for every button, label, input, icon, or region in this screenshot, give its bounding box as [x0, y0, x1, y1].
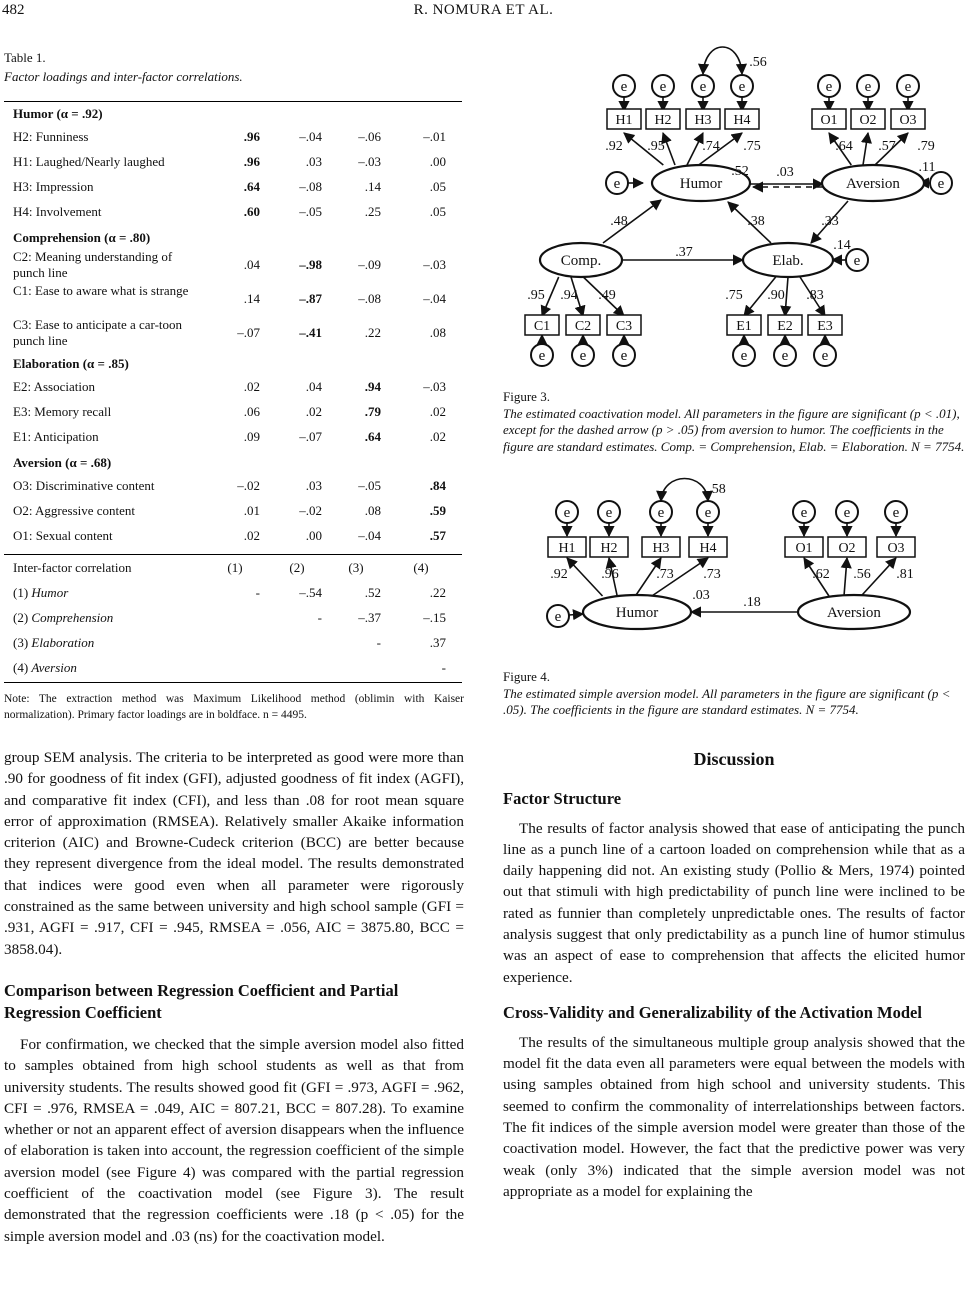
observed-variable-label: H3: [652, 541, 670, 556]
loading-value: .62: [812, 567, 830, 582]
loading-value: .00: [305, 528, 322, 543]
table-row: [4, 174, 462, 199]
loading-value: –.03: [423, 257, 446, 272]
error-term-label: e: [825, 79, 833, 95]
inter-col-header: (3): [348, 560, 364, 575]
loading-value: –.05: [358, 478, 381, 493]
covariance-value: .56: [749, 55, 767, 70]
inter-row: [4, 580, 462, 605]
inter-col-header: (2): [289, 560, 305, 575]
observed-variable-label: H4: [733, 113, 751, 128]
loading-value: .04: [305, 379, 322, 394]
inter-title: Inter-factor correlation: [13, 560, 132, 575]
inter-header-row: [4, 555, 462, 580]
inter-row-num: (4): [13, 660, 29, 675]
loading-value: .02: [243, 379, 260, 394]
observed-variable-label: O3: [887, 541, 905, 556]
loading-value: .95: [647, 139, 665, 154]
error-term-label: e: [554, 609, 562, 625]
inter-row-label: [13, 635, 94, 651]
loading-value: –.04: [358, 528, 381, 543]
error-term-label: e: [659, 79, 667, 95]
loading-value: .94: [560, 288, 578, 303]
loading-value: –.04: [423, 291, 446, 306]
covariance-curve: [661, 479, 708, 502]
loading-value: .84: [429, 478, 446, 493]
loading-value: .75: [743, 139, 761, 154]
loading-value: –.01: [423, 129, 446, 144]
inter-row-name: Comprehension: [31, 610, 114, 625]
row-label: E1: Anticipation: [13, 429, 99, 444]
correlation-value: -: [376, 635, 381, 650]
error-term-label: e: [740, 348, 748, 364]
running-title: R. NOMURA ET AL.: [413, 2, 554, 18]
observed-variable-label: H1: [615, 113, 633, 128]
discussion-heading: Discussion: [693, 748, 775, 769]
error-term-label: e: [538, 348, 546, 364]
row-label: O1: Sexual content: [13, 528, 113, 543]
figure-4-caption-label: Figure 4.: [503, 669, 550, 684]
table-row: [4, 399, 462, 424]
path-value: .37: [675, 245, 693, 260]
loading-value: –.98: [299, 257, 322, 272]
observed-variable-label: O3: [899, 113, 917, 128]
figure-3-caption-label: Figure 3.: [503, 389, 550, 404]
loading-value: .74: [702, 139, 720, 154]
loading-value: .59: [429, 503, 446, 518]
observed-variable-label: O2: [838, 541, 856, 556]
loading-value: .22: [364, 325, 381, 340]
loading-value: .64: [835, 139, 853, 154]
loading-value: .96: [243, 129, 260, 144]
table-row: [4, 316, 462, 350]
inter-row-label: [13, 660, 77, 676]
loading-value: .75: [725, 288, 743, 303]
loading-value: .83: [806, 288, 824, 303]
inter-row: [4, 605, 462, 630]
row-label: H3: Impression: [13, 179, 94, 194]
loading-value: –.06: [358, 129, 381, 144]
row-label: E3: Memory recall: [13, 404, 112, 419]
error-term-label: e: [620, 348, 628, 364]
loading-value: .73: [656, 567, 674, 582]
loading-value: .57: [429, 528, 446, 543]
loading-value: .56: [853, 567, 871, 582]
loading-value: .64: [364, 429, 381, 444]
inter-row-name: Humor: [31, 585, 69, 600]
inter-col-header: (4): [413, 560, 429, 575]
table-section-title: [4, 449, 462, 473]
row-label: C2: Meaning understanding of punch line: [13, 249, 173, 280]
error-term-label: e: [892, 505, 900, 521]
observed-variable-label: H2: [654, 113, 672, 128]
loading-value: .06: [243, 404, 260, 419]
observed-variable-label: C2: [574, 319, 592, 334]
body-paragraph-1: group SEM analysis. The criteria to be interpreted as good were more than .90 for goodness of fit index (GFI), adjusted goodness of fit index (AGFI), and comparative fit index (CFI), and less than .08 for root mean square error of approximation (RMSEA). Relatively smaller Akaike information criterion (AIC) and Browne-Cudeck criterion (BCC) are better because they represent divergence from the ideal model. The results demonstrated that indices were good even when all parameter were rigorously constrained as the same between university and high school sample (GFI = .931, AGFI = .917, CFI = .945, RMSEA = .056, AIC = 3875.80, BCC = 3858.04).: [4, 749, 464, 958]
loading-value: .14: [243, 291, 260, 306]
row-label: H2: Funniness: [13, 129, 89, 144]
right-column: [503, 44, 965, 1202]
row-label: C3: Ease to anticipate a car-toon punch line: [13, 317, 183, 348]
covariance-value: .58: [708, 482, 726, 497]
section-title-text: Aversion (α = .68): [13, 455, 112, 470]
latent-factor-label: Humor: [679, 176, 723, 192]
loading-value: .92: [550, 567, 568, 582]
section-title-text: Elaboration (α = .85): [13, 356, 129, 371]
loading-value: –.09: [358, 257, 381, 272]
correlation-value: -: [317, 610, 322, 625]
inter-row-name: Elaboration: [31, 635, 95, 650]
error-term-label: e: [704, 505, 712, 521]
error-term-label: e: [613, 176, 621, 192]
table-row: [4, 498, 462, 523]
inter-row-name: Aversion: [31, 660, 77, 675]
loading-value: .79: [364, 404, 381, 419]
correlation-value: –.54: [299, 585, 322, 600]
loading-value: .05: [429, 204, 446, 219]
table-row: [4, 424, 462, 449]
inter-row-num: (3): [13, 635, 29, 650]
figure-3-caption: [503, 389, 965, 455]
loading-value: –.03: [358, 154, 381, 169]
inter-row: [4, 655, 462, 682]
error-term-label: e: [853, 253, 861, 269]
error-term-label: e: [605, 505, 613, 521]
inter-col-header: (1): [227, 560, 243, 575]
error-term-label: e: [620, 79, 628, 95]
section-title-text: Comprehension (α = .80): [13, 230, 151, 245]
row-label: O2: Aggressive content: [13, 503, 136, 518]
latent-factor-label: Humor: [615, 605, 659, 621]
path-value: .03: [776, 165, 794, 180]
error-term-label: e: [781, 348, 789, 364]
subheading-factor-structure: Factor Structure: [503, 788, 622, 808]
left-column: [4, 50, 464, 1247]
loading-value: .02: [305, 404, 322, 419]
loading-value: –.08: [358, 291, 381, 306]
observed-variable-label: C3: [615, 319, 633, 334]
table-caption-title: Factor loadings and inter-factor correlations.: [4, 69, 243, 84]
loading-value: –.05: [299, 204, 322, 219]
table-row: [4, 282, 462, 316]
table-row: [4, 473, 462, 498]
path-value: .14: [833, 238, 851, 253]
error-term-label: e: [864, 79, 872, 95]
table-caption-label: Table 1.: [4, 50, 46, 65]
table-section-title: [4, 350, 462, 374]
observed-variable-label: E3: [817, 319, 833, 334]
path-value: .48: [610, 214, 628, 229]
loading-value: .95: [527, 288, 545, 303]
loading-value: –.08: [299, 179, 322, 194]
observed-variable-label: O1: [820, 113, 838, 128]
table-section-title: [4, 102, 462, 124]
error-term-label: e: [563, 505, 571, 521]
correlation-value: .52: [364, 585, 381, 600]
table-row: [4, 124, 462, 149]
observed-variable-label: E2: [777, 319, 793, 334]
observed-variable-label: C1: [533, 319, 551, 334]
discussion-paragraph-2: The results of the simultaneous multiple group analysis showed that the model fit the data even all parameters were equal between the models with using samples obtained from high school and university students. This seemed to confirm the commonality of interrelationships between factors. The fit indices of the simple aversion model were greater than those of the coactivation model. However, the fact that the predictive power was very weak (only 3%) indicated that the simple aversion model was not appropriate as a model for explaining the: [503, 1033, 965, 1200]
loading-value: –.04: [299, 129, 322, 144]
correlation-value: -: [255, 585, 260, 600]
loading-value: .96: [601, 567, 619, 582]
loading-value: .02: [429, 404, 446, 419]
latent-factor-label: Comp.: [560, 253, 602, 269]
loading-value: .08: [364, 503, 381, 518]
loading-value: .14: [364, 179, 381, 194]
loading-arrow: [844, 558, 847, 596]
factor-loadings-table: [4, 101, 462, 683]
loading-value: .02: [429, 429, 446, 444]
loading-value: .04: [243, 257, 260, 272]
observed-variable-label: H2: [600, 541, 618, 556]
figure-3-caption-text: The estimated coactivation model. All parameters in the figure are significant (p < .01), except for the dashed arrow (p > .05) from aversion to humor. The coefficients in the figure are standard estimates. Comp. = Comprehension, Elab. = Elaboration. N = 7754.: [503, 405, 965, 454]
loading-value: .92: [605, 139, 623, 154]
body-paragraph-2: For confirmation, we checked that the simple aversion model also fitted to samples obtained from high school students as well as that from university students. The results showed good fit (GFI = .973, AGFI = .962, CFI = .976, RMSEA = .049, AIC = 807.21, BCC = 807.28). To examine whether or not an apparent effect of aversion disappears when the influence of elaboration is taken into account, the regression coefficient of the simple aversion model (see Figure 4) was compared with the partial regression coefficient of the coactivation model (see Figure 3). The result demonstrated that the regression coefficients were .18 (p < .05) for the simple aversion model and .03 (ns) for the coactivation model.: [4, 1035, 464, 1245]
observed-variable-label: H4: [699, 541, 717, 556]
loading-value: .96: [243, 154, 260, 169]
loading-value: .90: [767, 288, 785, 303]
loading-value: –.07: [299, 429, 322, 444]
error-term-label: e: [937, 176, 945, 192]
path-value: .18: [743, 595, 761, 610]
inter-row-label: [13, 610, 113, 626]
figure-4-caption-text: The estimated simple aversion model. All parameters in the figure are significant (p < .05). The coefficients in the figure are standard estimates. N = 7754.: [503, 685, 951, 717]
loading-value: .00: [429, 154, 446, 169]
loading-value: .60: [243, 204, 260, 219]
error-term-label: e: [843, 505, 851, 521]
loading-value: .09: [243, 429, 260, 444]
loading-value: –.02: [299, 503, 322, 518]
loading-value: .08: [429, 325, 446, 340]
correlation-value: –.37: [358, 610, 381, 625]
table-note: Note: The extraction method was Maximum Likelihood method (oblimin with Kaiser normalization). Primary factor loadings are in boldface. n = 4495.: [4, 693, 464, 721]
section-title-text: Humor (α = .92): [13, 106, 103, 121]
page-header: [0, 2, 967, 24]
loading-value: –.03: [423, 379, 446, 394]
section-heading-comparison: Comparison between Regression Coefficient and Partial Regression Coefficient: [4, 980, 399, 1022]
error-term-label: e: [821, 348, 829, 364]
path-value: .38: [747, 214, 765, 229]
loading-arrow: [863, 133, 868, 165]
loading-value: .05: [429, 179, 446, 194]
loading-value: –.02: [237, 478, 260, 493]
error-term-label: e: [579, 348, 587, 364]
loading-value: .03: [305, 478, 322, 493]
loading-value: .25: [364, 204, 381, 219]
observed-variable-label: E1: [736, 319, 752, 334]
correlation-value: –.15: [423, 610, 446, 625]
row-label: E2: Association: [13, 379, 95, 394]
figure-3-diagram: [503, 44, 965, 374]
loading-value: –.87: [299, 291, 322, 306]
table-row: [4, 374, 462, 399]
error-term-label: e: [738, 79, 746, 95]
inter-row-num: (1): [13, 585, 29, 600]
loading-value: .49: [598, 288, 616, 303]
error-term-label: e: [800, 505, 808, 521]
loading-arrow: [687, 133, 703, 165]
figure-4-diagram: [503, 475, 965, 650]
row-label: C1: Ease to aware what is strange: [13, 283, 189, 298]
inter-row-label: [13, 585, 68, 601]
error-value: .11: [918, 160, 936, 175]
row-label: O3: Discriminative content: [13, 478, 155, 493]
observed-variable-label: O1: [795, 541, 813, 556]
loading-arrow: [567, 558, 603, 596]
error-term-label: e: [657, 505, 665, 521]
observed-variable-label: O2: [859, 113, 877, 128]
row-label: H4: Involvement: [13, 204, 102, 219]
subheading-cross-validity: Cross-Validity and Generalizability of the Activation Model: [503, 1002, 922, 1022]
humor-error-arrow: [569, 614, 583, 615]
inter-row: [4, 630, 462, 655]
figure-4-caption: [503, 669, 965, 719]
path-value: .33: [821, 214, 839, 229]
latent-factor-label: Aversion: [827, 605, 881, 621]
correlation-value: -: [441, 660, 446, 675]
loading-value: .79: [917, 139, 935, 154]
row-label: H1: Laughed/Nearly laughed: [13, 154, 165, 169]
observed-variable-label: H1: [558, 541, 576, 556]
correlation-value: .22: [429, 585, 446, 600]
table-row: [4, 248, 462, 282]
loading-value: .57: [878, 139, 896, 154]
loading-arrow: [785, 277, 788, 316]
loading-value: .03: [305, 154, 322, 169]
error-term-label: e: [699, 79, 707, 95]
table-row: [4, 149, 462, 174]
loading-arrow: [663, 133, 675, 165]
path-value: .52: [731, 164, 749, 179]
loading-value: –.41: [299, 325, 322, 340]
correlation-value: .37: [429, 635, 446, 650]
loading-value: –.07: [237, 325, 260, 340]
table-row: [4, 199, 462, 224]
error-term-label: e: [904, 79, 912, 95]
loading-value: .94: [364, 379, 381, 394]
loading-value: .02: [243, 528, 260, 543]
loading-value: .01: [243, 503, 260, 518]
loading-value: .81: [896, 567, 914, 582]
table-section-title: [4, 224, 462, 248]
loading-value: .73: [703, 567, 721, 582]
loading-value: .64: [243, 179, 260, 194]
r-squared-value: .03: [692, 588, 710, 603]
observed-variable-label: H3: [694, 113, 712, 128]
latent-factor-label: Elab.: [772, 253, 804, 269]
page-number: 482: [2, 2, 25, 18]
table-row: [4, 523, 462, 548]
inter-row-num: (2): [13, 610, 29, 625]
covariance-curve: [703, 47, 742, 74]
discussion-paragraph-1: The results of factor analysis showed that ease of anticipating the punch line as a punch line of a cartoon loaded on comprehension while that as a daily happening did not. An existing study (Pollio & Mers, 1974) pointed out that stimuli with high predictability of punch line were inclined to be rated as funnier than completely unpredictable ones. The results of factor analysis suggest that only predictability as a punch line of humor stimulus was an aspect of ease to comprehension that affects the elicited humor experience.: [503, 819, 965, 986]
latent-factor-label: Aversion: [846, 176, 900, 192]
